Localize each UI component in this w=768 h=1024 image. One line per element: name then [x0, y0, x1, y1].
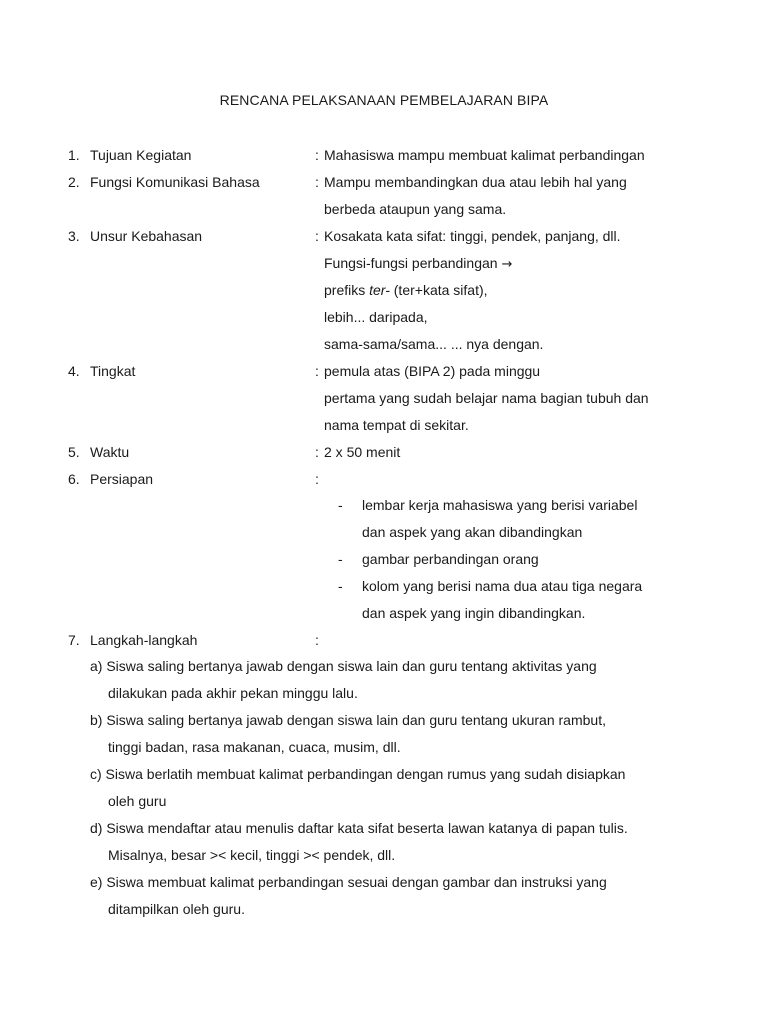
step-e-continued: ditampilkan oleh guru.: [108, 901, 245, 917]
item-3-line-5: sama-sama/sama... ... nya dengan.: [324, 336, 544, 352]
preparation-item-1-continued: dan aspek yang akan dibandingkan: [362, 524, 583, 540]
item-3-line-3-pre: prefiks: [324, 282, 370, 298]
item-2-colon: :: [315, 174, 319, 190]
preparation-item-3: kolom yang berisi nama dua atau tiga negara: [362, 578, 643, 594]
item-4-colon: :: [315, 363, 319, 379]
item-5-number: 5.: [68, 444, 80, 460]
item-4-value: pemula atas (BIPA 2) pada minggu: [324, 363, 541, 379]
item-4-label: Tingkat: [90, 363, 136, 379]
bullet-dash-1: -: [338, 497, 343, 513]
bullet-dash-3: -: [338, 578, 343, 594]
item-5-label: Waktu: [90, 444, 130, 460]
step-d: d) Siswa mendaftar atau menulis daftar kata sifat beserta lawan katanya di papan tulis.: [90, 820, 628, 836]
item-1-colon: :: [315, 147, 319, 163]
item-1-label: Tujuan Kegiatan: [90, 147, 192, 163]
step-a-continued: dilakukan pada akhir pekan minggu lalu.: [108, 685, 358, 701]
item-2-number: 2.: [68, 174, 80, 190]
item-6-colon: :: [315, 471, 319, 487]
preparation-item-1: lembar kerja mahasiswa yang berisi variabel: [362, 497, 638, 513]
step-d-continued: Misalnya, besar >< kecil, tinggi >< pendek, dll.: [108, 847, 396, 863]
step-e: e) Siswa membuat kalimat perbandingan sesuai dengan gambar dan instruksi yang: [90, 874, 607, 890]
item-3-line-2-text: Fungsi-fungsi perbandingan: [324, 255, 498, 271]
item-2-value-continued: berbeda ataupun yang sama.: [324, 201, 507, 217]
document-title: RENCANA PELAKSANAAN PEMBELAJARAN BIPA: [219, 92, 549, 108]
item-6-label: Persiapan: [90, 471, 154, 487]
item-3-label: Unsur Kebahasan: [90, 228, 203, 244]
preparation-item-2: gambar perbandingan orang: [362, 551, 539, 567]
item-3-number: 3.: [68, 228, 80, 244]
step-c-continued: oleh guru: [108, 793, 167, 809]
step-b-continued: tinggi badan, rasa makanan, cuaca, musim, dll.: [108, 739, 401, 755]
item-6-number: 6.: [68, 471, 80, 487]
item-3-line-4: lebih... daripada,: [324, 309, 428, 325]
item-3-value: Kosakata kata sifat: tinggi, pendek, panjang, dll.: [324, 228, 621, 244]
item-3-line-3-post: (ter+kata sifat),: [389, 282, 488, 298]
item-7-colon: :: [315, 632, 319, 648]
bullet-dash-2: -: [338, 551, 343, 567]
right-arrow-icon: →: [501, 257, 513, 272]
item-2-value: Mampu membandingkan dua atau lebih hal yang: [324, 174, 627, 190]
step-b: b) Siswa saling bertanya jawab dengan siswa lain dan guru tentang ukuran rambut,: [90, 712, 606, 728]
step-c: c) Siswa berlatih membuat kalimat perbandingan dengan rumus yang sudah disiapkan: [90, 766, 626, 782]
item-4-number: 4.: [68, 363, 80, 379]
item-5-value: 2 x 50 menit: [324, 444, 401, 460]
step-a: a) Siswa saling bertanya jawab dengan siswa lain dan guru tentang aktivitas yang: [90, 658, 597, 674]
item-5-colon: :: [315, 444, 319, 460]
item-7-label: Langkah-langkah: [90, 632, 198, 648]
item-1-number: 1.: [68, 147, 80, 163]
item-4-value-continued-2: nama tempat di sekitar.: [324, 417, 469, 433]
item-3-colon: :: [315, 228, 319, 244]
item-2-label: Fungsi Komunikasi Bahasa: [90, 174, 260, 190]
item-1-value: Mahasiswa mampu membuat kalimat perbandingan: [324, 147, 645, 163]
item-3-line-3-italic: ter-: [369, 282, 390, 298]
item-4-value-continued-1: pertama yang sudah belajar nama bagian tubuh dan: [324, 390, 649, 406]
item-3-line-2: [324, 254, 512, 274]
item-3-line-3: [324, 281, 488, 299]
item-7-number: 7.: [68, 632, 80, 648]
preparation-item-3-continued: dan aspek yang ingin dibandingkan.: [362, 605, 586, 621]
